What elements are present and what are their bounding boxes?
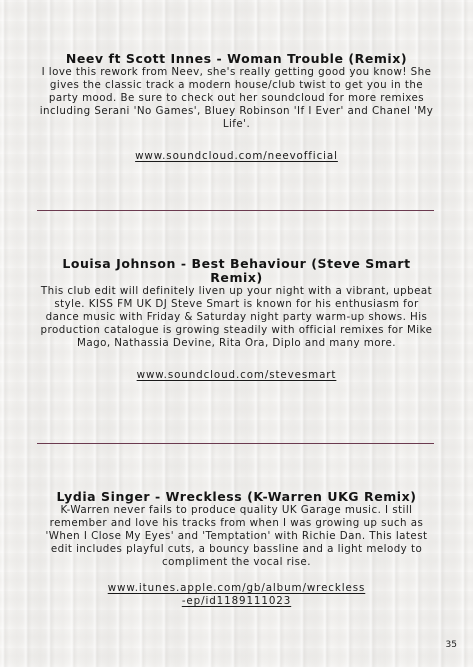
section-divider xyxy=(37,443,434,444)
article-neev xyxy=(36,52,437,163)
article-body: I love this rework from Neev, she's really getting good you know! She gives the classic track a modern house/club twist to get you in the party mood. Be sure to check out her soundcloud for more remixes including Serani 'No Games', Bluey Robinson 'If I Ever' and Chanel 'My Life'. xyxy=(39,66,434,130)
article-body: This club edit will definitely liven up your night with a vibrant, upbeat style. KISS FM UK DJ Steve Smart is known for his enthusiasm for dance music with Friday & Saturday night party warm-up shows. His production catalogue is growing steadily with official remixes for Mike Mago, Nathassia Devine, Rita Ora, Diplo and many more. xyxy=(40,285,433,349)
article-title: Louisa Johnson - Best Behaviour (Steve Smart Remix) xyxy=(62,256,411,285)
article-body: K-Warren never fails to produce quality UK Garage music. I still remember and love his tracks from when I was growing up such as 'When I Close My Eyes' and 'Temptation' with Richie Dan. This latest edit includes playful cuts, a bouncy bassline and a light melody to compliment the vocal rise. xyxy=(45,504,428,568)
article-link[interactable]: www.soundcloud.com/stevesmart xyxy=(136,369,337,381)
article-title: Neev ft Scott Innes - Woman Trouble (Remix) xyxy=(65,51,408,66)
page-number: 35 xyxy=(445,640,457,650)
section-divider xyxy=(37,210,434,211)
article-lydia-singer xyxy=(36,490,437,608)
article-link[interactable]: www.soundcloud.com/neevofficial xyxy=(135,150,338,162)
article-title: Lydia Singer - Wreckless (K-Warren UKG Remix) xyxy=(56,489,417,504)
article-louisa-johnson xyxy=(36,257,437,382)
article-link[interactable]: www.itunes.apple.com/gb/album/wreckless-ep/id1189111023 xyxy=(107,582,366,607)
